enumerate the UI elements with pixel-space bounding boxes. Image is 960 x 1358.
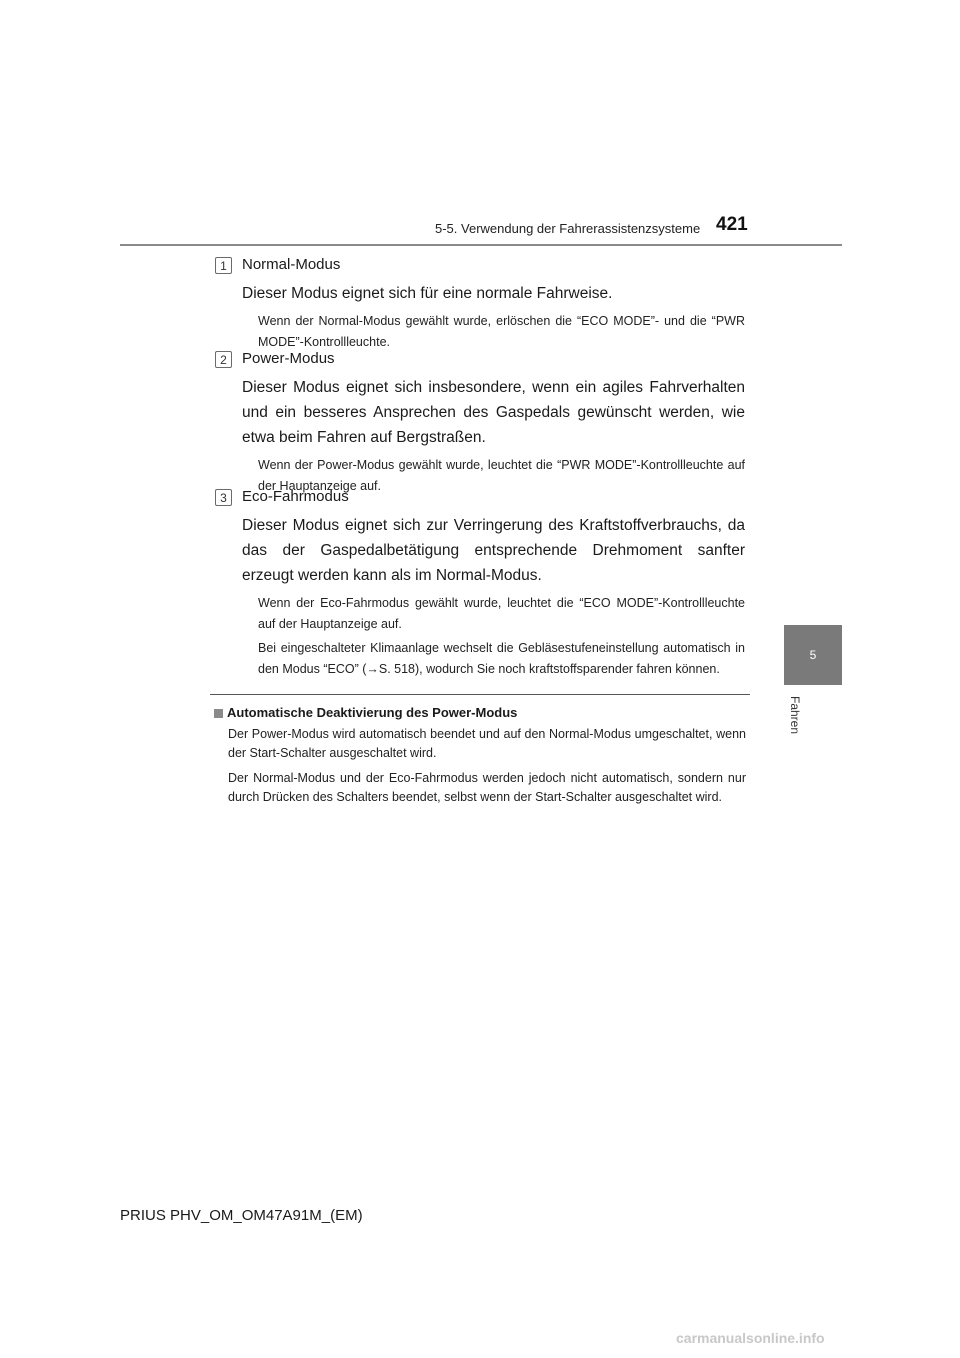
info-paragraph: Der Normal-Modus und der Eco-Fahrmodus werden jedoch nicht automatisch, sondern nur durch Drücken des Schalters beendet, selbst wenn der Start-Schalter ausgeschaltet wird. — [228, 771, 746, 804]
mode-description: Dieser Modus eignet sich für eine normale Fahrweise. — [242, 285, 613, 302]
mode-note: Wenn der Normal-Modus gewählt wurde, erlöschen die “ECO MODE”- und die “PWR MODE”-Kontrollleuchte. — [258, 314, 745, 349]
mode-item-eco — [215, 487, 745, 679]
mode-item-power — [215, 349, 745, 496]
info-block — [214, 704, 746, 806]
mode-number-badge: 1 — [215, 257, 232, 274]
header-section-title: 5-5. Verwendung der Fahrerassistenzsysteme — [435, 221, 701, 236]
mode-note: Wenn der Power-Modus gewählt wurde, leuchtet die “PWR MODE”-Kontrollleuchte auf der Hauptanzeige auf. — [258, 458, 745, 493]
chapter-tab-label — [773, 690, 817, 740]
mode-note: Wenn der Eco-Fahrmodus gewählt wurde, leuchtet die “ECO MODE”-Kontrollleuchte auf der Hauptanzeige auf. — [258, 596, 745, 631]
info-paragraph: Der Power-Modus wird automatisch beendet und auf den Normal-Modus umgeschaltet, wenn der Start-Schalter ausgeschaltet wird. — [228, 727, 746, 760]
watermark: carmanualsonline.info — [676, 1330, 825, 1346]
square-bullet-icon — [214, 709, 223, 718]
info-heading-text: Automatische Deaktivierung des Power-Modus — [227, 705, 518, 720]
mode-description: Dieser Modus eignet sich zur Verringerung des Kraftstoffverbrauchs, da das der Gaspedalbetätigung entsprechende Drehmoment sanfter erzeugt werden kann als im Normal-Modus. — [242, 517, 745, 584]
page-number: 421 — [716, 214, 748, 235]
chapter-tab-number: 5 — [784, 625, 842, 685]
footer-document-code: PRIUS PHV_OM_OM47A91M_(EM) — [120, 1207, 363, 1224]
mode-note: Bei eingeschalteter Klimaanlage wechselt die Gebläsestufeneinstellung automatisch in den Modus “ECO” (→S. 518), wodurch Sie noch kraftstoffsparender fahren können. — [258, 641, 745, 676]
mode-title: Power-Modus — [242, 350, 335, 367]
mode-item-normal — [215, 255, 745, 352]
mode-number-badge: 2 — [215, 351, 232, 368]
info-heading — [214, 704, 746, 722]
chapter-tab-label-text: Fahren — [788, 695, 802, 735]
mode-title: Eco-Fahrmodus — [242, 488, 349, 505]
mode-description: Dieser Modus eignet sich insbesondere, wenn ein agiles Fahrverhalten und ein besseres Ansprechen des Gaspedals gewünscht werden, wie etwa beim Fahren auf Bergstraßen. — [242, 379, 745, 446]
header-divider — [120, 244, 842, 246]
mode-number-badge: 3 — [215, 489, 232, 506]
mode-title: Normal-Modus — [242, 256, 341, 273]
info-divider — [210, 694, 750, 695]
